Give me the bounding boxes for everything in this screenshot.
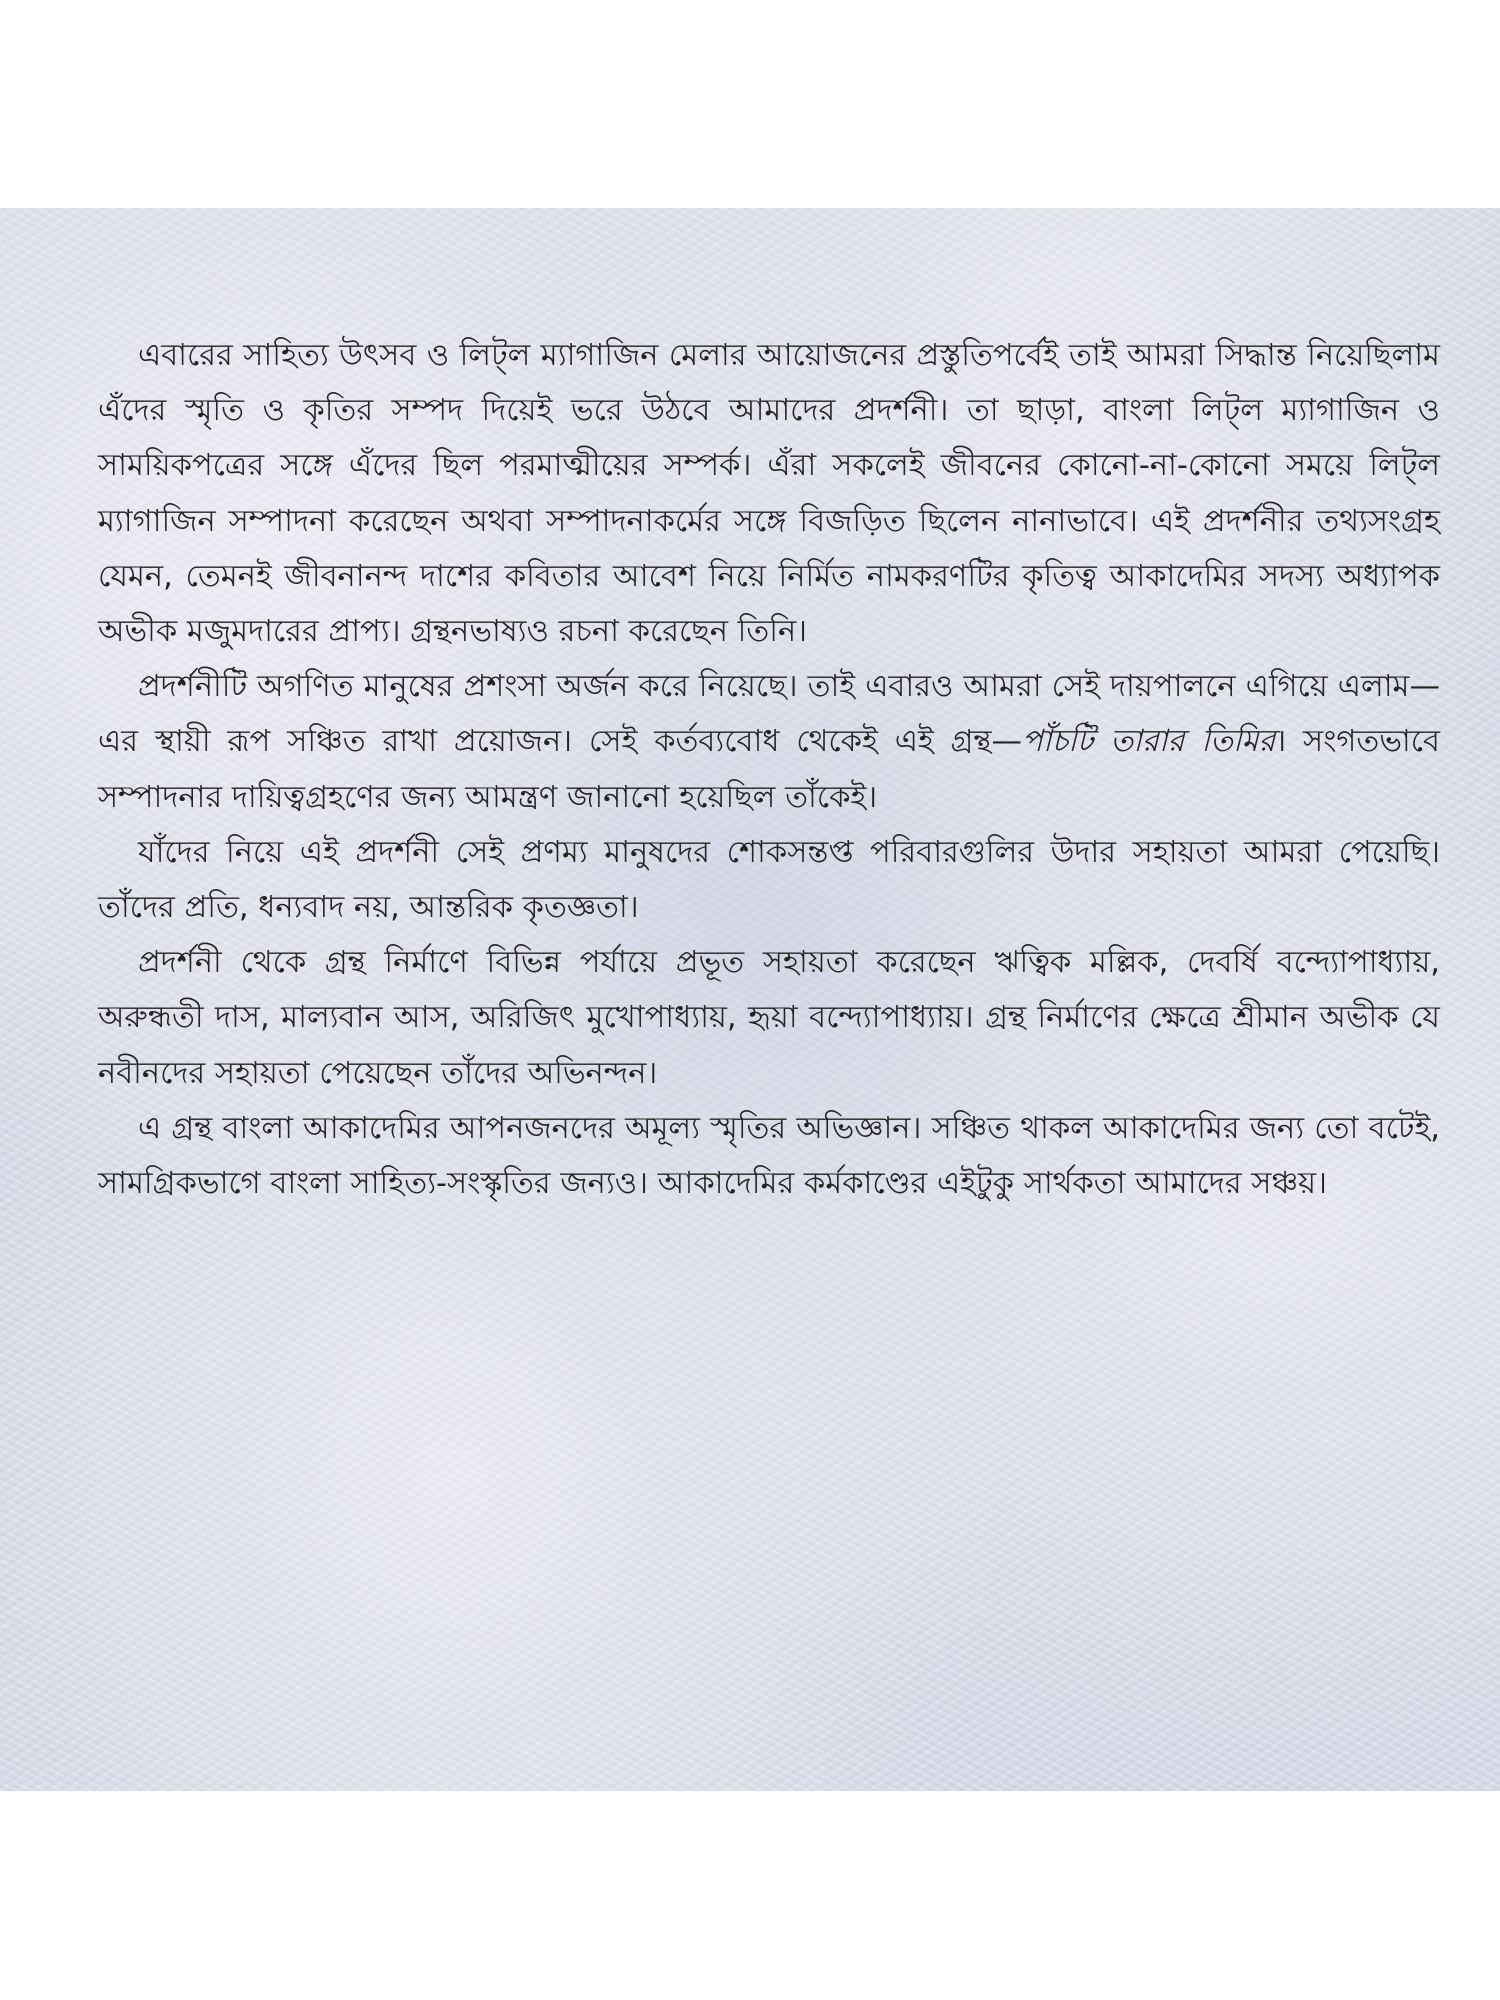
paragraph-2-text-start: প্রদর্শনীটি অগণিত মানুষের প্রশংসা অর্জন করে নিয়েছে। তাই এবারও আমরা সেই দায়পালনে এগিয়ে এলাম—এর স্থায়ী রূপ সঞ্চিত রাখা প্রয়োজন। সেই কর্তব্যবোধ থেকেই এই গ্রন্থ— [98, 669, 1440, 760]
text-body [98, 328, 1440, 1211]
paragraph-1 [98, 328, 1440, 659]
paragraph-2-text-end: । সংগতভাবে সম্পাদনার দায়িত্বগ্রহণের জন্য আমন্ত্রণ জানানো হয়েছিল তাঁকেই। [98, 724, 1441, 815]
paragraph-3-text: যাঁদের নিয়ে এই প্রদর্শনী সেই প্রণম্য মানুষদের শোকসন্তপ্ত পরিবারগুলির উদার সহায়তা আমরা পেয়েছি। তাঁদের প্রতি, ধন্যবাদ নয়, আন্তরিক কৃতজ্ঞতা। [98, 834, 1440, 926]
paragraph-4-text: প্রদর্শনী থেকে গ্রন্থ নির্মাণে বিভিন্ন পর্যায়ে প্রভূত সহায়তা করেছেন ঋত্বিক মল্লিক, দেবর্ষি বন্দ্যোপাধ্যায়, অরুন্ধতী দাস, মাল্যবান আস, অরিজিৎ মুখোপাধ্যায়, হৃয়া বন্দ্যোপাধ্যায়। গ্রন্থ নির্মাণের ক্ষেত্রে শ্রীমান অভীক যে নবীনদের সহায়তা পেয়েছেন তাঁদের অভিনন্দন। [98, 945, 1440, 1091]
book-title: পাঁচটি তারার তিমির [1022, 724, 1276, 760]
paragraph-4 [98, 935, 1440, 1101]
paragraph-5-text: এ গ্রন্থ বাংলা আকাদেমির আপনজনদের অমূল্য স্মৃতির অভিজ্ঞান। সঞ্চিত থাকল আকাদেমির জন্য তো বটেই, সামগ্রিকভাগে বাংলা সাহিত্য-সংস্কৃতির জন্যও। আকাদেমির কর্মকাণ্ডের এইটুকু সার্থকতা আমাদের সঞ্চয়। [98, 1110, 1440, 1202]
textured-paper-panel [0, 208, 1500, 1791]
paragraph-2 [98, 659, 1440, 825]
paragraph-5 [98, 1101, 1440, 1211]
paragraph-3 [98, 825, 1440, 935]
paragraph-1-text: এবারের সাহিত্য উৎসব ও লিট্‌ল ম্যাগাজিন মেলার আয়োজনের প্রস্তুতিপর্বেই তাই আমরা সিদ্ধান্ত নিয়েছিলাম এঁদের স্মৃতি ও কৃতির সম্পদ দিয়েই ভরে উঠবে আমাদের প্রদর্শনী। তা ছাড়া, বাংলা লিট্‌ল ম্যাগাজিন ও সাময়িকপত্রের সঙ্গে এঁদের ছিল পরমাত্মীয়ের সম্পর্ক। এঁরা সকলেই জীবনের কোনো-না-কোনো সময়ে লিট্‌ল ম্যাগাজিন সম্পাদনা করেছেন অথবা সম্পাদনাকর্মের সঙ্গে বিজড়িত ছিলেন নানাভাবে। এই প্রদর্শনীর তথ্যসংগ্রহ যেমন, তেমনই জীবনানন্দ দাশের কবিতার আবেশ নিয়ে নির্মিত নামকরণটির কৃতিত্ব আকাদেমির সদস্য অধ্যাপক অভীক মজুমদারের প্রাপ্য। গ্রন্থনভাষ্যও রচনা করেছেন তিনি। [98, 338, 1440, 650]
